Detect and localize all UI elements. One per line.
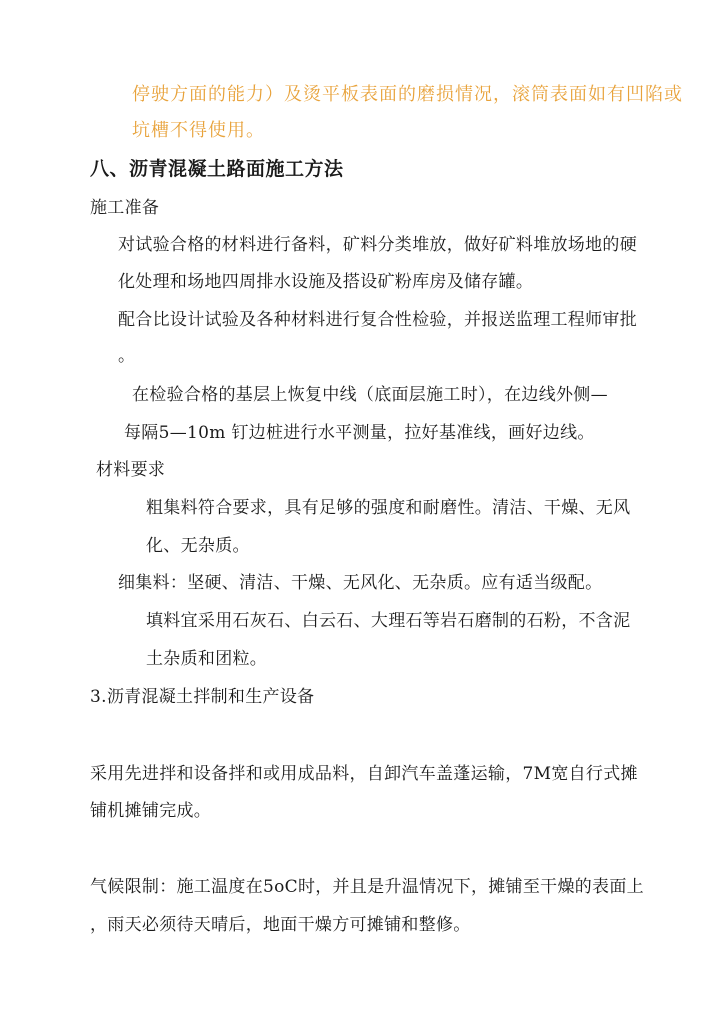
coarse-aggregate-line-1: 粗集料符合要求，具有足够的强度和耐磨性。清洁、干燥、无风 [146, 498, 631, 518]
filler-line-1: 填料宜采用石灰石、白云石、大理石等岩石磨制的石粉，不含泥 [146, 611, 631, 631]
prep-paragraph-3-line-2: 每隔5—10m 钉边桩进行水平测量，拉好基准线，画好边线。 [124, 423, 595, 443]
prep-paragraph-3-line-1: 在检验合格的基层上恢复中线（底面层施工时），在边线外侧— [132, 385, 608, 405]
prep-title: 施工准备 [90, 198, 160, 218]
filler-line-2: 土杂质和团粒。 [146, 649, 268, 669]
equipment-paragraph-line-2: 铺机摊铺完成。 [90, 801, 212, 821]
materials-title: 材料要求 [96, 460, 166, 480]
fine-aggregate: 细集料：坚硬、清洁、干燥、无风化、无杂质。应有适当级配。 [118, 573, 603, 593]
coarse-aggregate-line-2: 化、无杂质。 [146, 536, 250, 556]
climate-paragraph-line-1: 气候限制：施工温度在5oC时，并且是升温情况下，摊铺至干燥的表面上 [90, 877, 644, 897]
prep-paragraph-1-line-2: 化处理和场地四周排水设施及搭设矿粉库房及储存罐。 [118, 272, 534, 292]
prep-paragraph-1-line-1: 对试验合格的材料进行备料，矿料分类堆放，做好矿料堆放场地的硬 [118, 235, 637, 255]
equipment-title: 3.沥青混凝土拌制和生产设备 [90, 687, 315, 707]
equipment-paragraph-line-1: 采用先进拌和设备拌和或用成品料，自卸汽车盖蓬运输，7M宽自行式摊 [90, 764, 638, 784]
prep-paragraph-2-line-2: 。 [118, 346, 136, 366]
prep-paragraph-2-line-1: 配合比设计试验及各种材料进行复合性检验，并报送监理工程师审批 [118, 310, 637, 330]
climate-paragraph-line-2: ，雨天必须待天晴后，地面干燥方可摊铺和整修。 [90, 915, 471, 935]
section-heading: 八、沥青混凝土路面施工方法 [90, 158, 344, 180]
top-paragraph-line-1: 停驶方面的能力）及烫平板表面的磨损情况，滚筒表面如有凹陷或 [132, 84, 683, 105]
top-paragraph-line-2: 坑槽不得使用。 [132, 120, 265, 141]
